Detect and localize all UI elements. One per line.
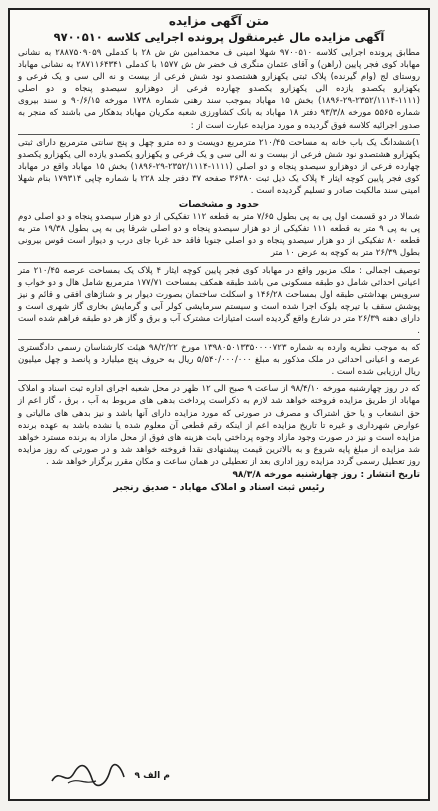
divider [18,339,420,340]
notice-subtitle: آگهی مزایده مال غیرمنقول پرونده اجرایی کلاسه ۹۷۰۰۵۱۰ [53,30,385,44]
signature-line: رئیس ثبت اسناد و املاک مهاباد - صدیق رنجبر [113,482,325,493]
publish-date: تاریخ انتشار : روز چهارشنبه مورخه ۹۸/۳/۸ [232,470,420,480]
auction-paragraph: که در روز چهارشنبه مورخه ۹۸/۴/۱۰ از ساعت ۹ صبح الی ۱۲ ظهر در محل شعبه اجرای اداره ثبت اسناد و املاک مهاباد از طریق مزایده فروخته خواهد شد لازم به ذکراست پرداخت بدهی های مربوط به آب ، برق ، گاز اعم از حق انشعاب و یا حق اشتراک و مصرف در صورتی که مورد مزایده دارای آنها باشد و نیز بدهی های مالیاتی و عوارض شهرداری و غیره تا تاریخ مزایده اعم از اینکه رقم قطعی آن معلوم شده یا نشده باشد به عهده برنده مزایده است و نیز در صورت وجود مازاد وجوه پرداختی بابت هزینه های فوق از محل مازاد به برنده مسترد خواهد شد مزایده از مبلغ پایه شروع و به بالاترین قیمت پیشنهادی نقدا فروخته خواهد شد و در صورتی که روز مزایده روز تعطیل رسمی گردد مزایده روز اداری بعد از تعطیلی در همان ساعت و مکان مقرر برگزار خواهد شد . [18,384,420,467]
divider [18,134,420,135]
stamp-code: م الف ۹ [134,771,170,781]
boundaries-heading: حدود و مشخصات [178,199,260,211]
appraisal-paragraph: که به موجب نظریه وارده به شماره ۱۳۹۸۰۵۰۱۳۳۵۰۰۰۰۷۲۳ مورخ ۹۸/۲/۲۲ هیئت کارشناسان رسمی دادگستری عرصه و اعیانی احداثی در ملک مذکور به مبلغ ۵/۵۴۰/۰۰۰/۰۰۰ ریال به حروف پنج میلیارد و پانصد و چهل میلیون ریال ارزیابی شده است . [18,343,420,378]
boundaries-paragraph: شمالا در دو قسمت اول پی به پی بطول ۷/۶۵ متر به قطعه ۱۱۲ تفکیکی از دو هزار سیصدو پنجاه و دو اصلی دوم پی به پی ۹ متر به قطعه ۱۱۱ تفکیکی از دو هزار سیصدو پنجاه و دو اصلی شرقا پی به پی بطول ۱۹/۳۸ متر به قطعه ۸۰ تفکیکی از دو هزار سیصدو پنجاه و دو اصلی جنوبا فاقد حد غربا جای درب و دیوار است قوس بیرونی بطول ۲۶/۳۹ متر به کوچه به عرض ۱۰ متر [18,212,421,259]
divider [18,262,420,263]
notice-title: متن آگهی مزایده [168,14,270,28]
divider [18,380,420,381]
handwritten-signature-icon [48,763,128,789]
stamp-area [30,761,170,791]
property-paragraph: ۱)ششدانگ یک باب خانه به مساحت ۲۱۰/۴۵ مترمربع دویست و ده مترو چهل و پنج سانتی مترمربع دارای ثبتی یکهزارو هشتصدو نود شش فرعی از بیست و نه الی سی و یک فرعی و یکهزارو یکصدو یازده الی یکهزارو یکصدو چهارده فرعی از دوهزارو سیصدو پنجاه و دو اصلی (۱۱۱۱-۲۳۵۲/۱۱۱۴-۲۹-۱۸۹۶) بخش ۱۵ مهاباد واقع در مهاباد کوی فجر پایین کوچه ایثار ۴ پلاک یک ذیل ثبت ۳۶۳۸۰ صفحه ۳۷ دفتر جلد ۲۲۸ با شماره چاپی ۱۷۹۳۱۴ بنام شهلا امینی سند مالکیت صادر و تسلیم گردیده است . [18,137,420,197]
intro-paragraph: مطابق پرونده اجرایی کلاسه ۹۷۰۰۵۱۰ شهلا امینی ف محمدامین ش ش ۲۸ با کدملی ۲۸۸۷۵۰۹۰۵۹ به نشانی مهاباد کوی فجر پایین (راهن) و آقای عثمان منگری ف خضر ش ش ۱۵۷۷ با کدملی ۲۸۷۱۱۶۴۳۴۱ به نشانی مهاباد روستای لج (وام گیرنده) پلاک ثبتی یکهزارو هشتصدو نود شش فرعی از بیست و نه الی سی و یک فرعی و یکهزارو یکصدو یازده الی یکهزارو یکصدو چهارده فرعی از دوهزارو سیصدو پنجاه و دو اصلی (۱۱۱۱-۲۳۵۲/۱۱۱۴-۲۹-۱۸۹۶) بخش ۱۵ مهاباد بموجب سند رهنی شماره ۱۷۳۸ مورخه ۹۰/۶/۱۵ و سند بیروی شماره ۵۵۶۵ مورخه ۹۳/۳/۸ دفتر ۱۸ مهاباد به بانک کشاورزی شعبه مکریان مهاباد بدهکار می باشند که منجر به صدور اجرائیه کلاسه فوق گردیده و مورد مزایده عبارت است از : [18,48,421,131]
auction-notice [8,8,430,801]
description-paragraph: توصیف اجمالی : ملک مزبور واقع در مهاباد کوی فجر پایین کوچه ایثار ۴ پلاک یک بمساحت عرصه ۲۱۰/۴۵ متر اعیانی احداثی شامل دو طبقه مسکونی می باشد طبقه همکف بمساحت ۱۷۷/۷۱ مترمربع شامل هال و دو خواب و سرویس بهداشتی طبقه اول بمساحت ۱۴۶/۲۸ و اسکلت ساختمان بصورت دیوار بر و شناژهای افقی و قائم و نیز پوشش سقف با تیرچه بلوک اجرا شده است و سیستم سرمایشی کولر آبی و گرمایش بخاری گاز شهری است و دارای دهنه ۲۶/۳۹ متر در شارع واقع گردیده است امتیازات مشترک آب و برق و گاز هر دو طبقه فراهم شده است . [18,265,421,336]
